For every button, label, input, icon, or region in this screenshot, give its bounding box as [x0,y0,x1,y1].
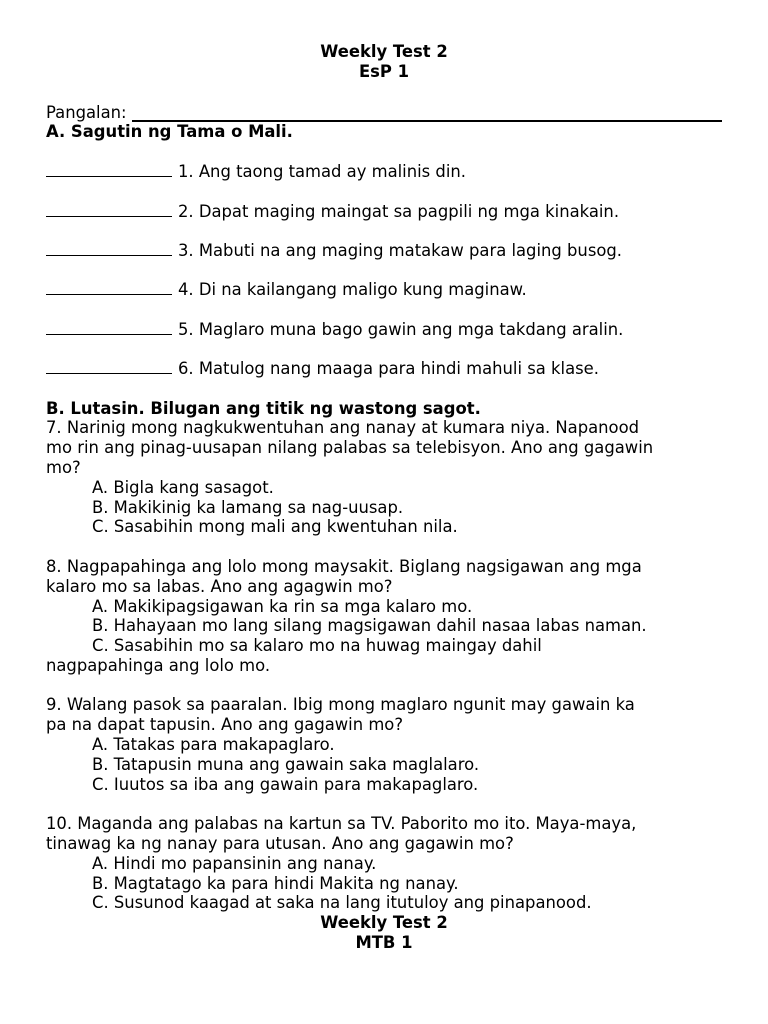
choice-a: A. Bigla kang sasagot. [92,477,274,497]
question-10 [46,814,722,913]
question-line: mo rin ang pinag-uusapan nilang palabas sa telebisyon. Ano ang gagawin [46,438,654,458]
answer-blank [46,320,172,335]
question-line: mo? [46,457,81,477]
question-9 [46,695,722,794]
tf-statement: 6. Matulog nang maaga para hindi mahuli sa klase. [178,359,599,379]
choice-list [46,478,722,537]
question-line: pa na dapat tapusin. Ano ang gagawin mo? [46,715,404,735]
answer-blank [46,280,172,295]
choice-list [46,735,722,794]
tf-statement: 3. Mabuti na ang maging matakaw para laging busog. [178,240,622,260]
question-line: 9. Walang pasok sa paaralan. Ibig mong maglaro ngunit may gawain ka [46,695,635,715]
next-test-title: Weekly Test 2 [320,913,448,933]
test-subject: EsP 1 [358,61,410,81]
choice-b: B. Hahayaan mo lang silang magsigawan dahil nasaa labas naman. [92,616,647,636]
tf-item [46,162,722,182]
choice-list [46,597,722,656]
question-line: tinawag ka ng nanay para utusan. Ano ang gagawin mo? [46,834,514,854]
question-line: kalaro mo sa labas. Ano ang agagwin mo? [46,576,393,596]
tf-statement: 4. Di na kailangang maligo kung maginaw. [178,280,527,300]
choice-b: B. Makikinig ka lamang sa nag-uusap. [92,497,404,517]
choice-a: A. Hindi mo papansinin ang nanay. [92,853,377,873]
worksheet-page [46,42,722,953]
next-test-subject: MTB 1 [355,933,413,953]
tf-statement: 1. Ang taong tamad ay malinis din. [178,162,466,182]
section-b-title: B. Lutasin. Bilugan ang titik ng wastong sagot. [46,398,481,418]
tf-item [46,241,722,261]
question-line: 8. Nagpapahinga ang lolo mong maysakit. Biglang nagsigawan ang mga [46,556,642,576]
name-label: Pangalan: [46,102,127,122]
question-line: 10. Maganda ang palabas na kartun sa TV. Paborito mo ito. Maya-maya, [46,814,637,834]
tf-item [46,202,722,222]
choice-c: C. Sasabihin mong mali ang kwentuhan nila. [92,517,458,537]
choice-c-continuation: nagpapahinga ang lolo mo. [46,655,271,675]
tf-item [46,320,722,340]
question-line: 7. Narinig mong nagkukwentuhan ang nanay at kumara niya. Napanood [46,418,640,438]
true-false-list [46,162,722,379]
answer-blank [46,162,172,177]
section-a-title: A. Sagutin ng Tama o Mali. [46,122,293,142]
question-8 [46,557,722,676]
test-title: Weekly Test 2 [320,42,448,61]
choice-a: A. Makikipagsigawan ka rin sa mga kalaro mo. [92,596,473,616]
question-7 [46,418,722,537]
choice-b: B. Tatapusin muna ang gawain saka maglalaro. [92,754,480,774]
section-b [46,399,722,914]
choice-b: B. Magtatago ka para hindi Makita ng nanay. [92,873,459,893]
choice-c: C. Iuutos sa iba ang gawain para makapaglaro. [92,774,479,794]
tf-item [46,280,722,300]
name-blank-line [132,104,722,122]
choice-c: C. Sasabihin mo sa kalaro mo na huwag maingay dahil [92,636,542,656]
answer-blank [46,241,172,256]
tf-statement: 5. Maglaro muna bago gawin ang mga takdang aralin. [178,319,624,339]
tf-item [46,359,722,379]
tf-statement: 2. Dapat maging maingat sa pagpili ng mga kinakain. [178,201,620,221]
choice-list [46,854,722,913]
choice-c: C. Susunod kaagad at saka na lang itutuloy ang pinapanood. [92,893,592,913]
answer-blank [46,359,172,374]
choice-a: A. Tatakas para makapaglaro. [92,735,335,755]
answer-blank [46,202,172,217]
name-row [46,103,722,123]
